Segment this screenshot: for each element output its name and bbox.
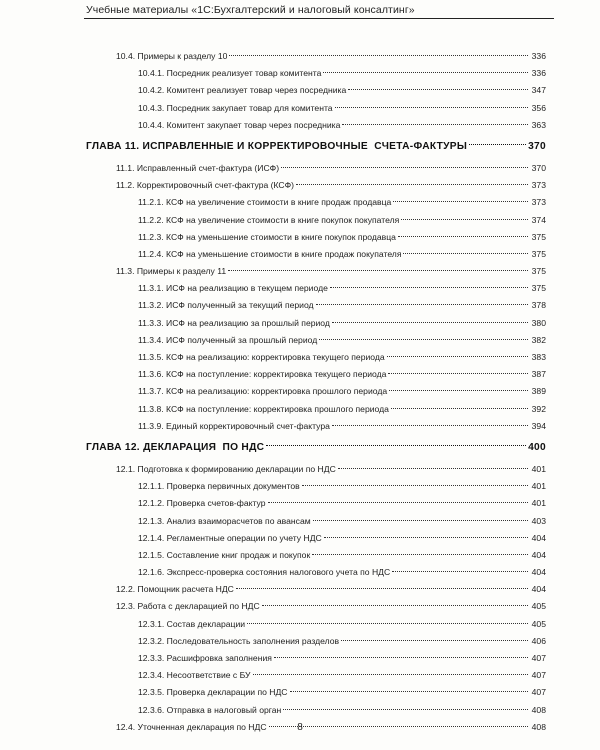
toc-page-number: 405 [531,601,546,612]
toc-entry [86,418,546,435]
toc-entry [86,229,546,246]
toc-entry-number: 11.2.2. [138,214,164,225]
toc-entry-title: Проверка счетов-фактур [166,498,266,509]
toc-entry [86,297,546,314]
toc-entry-number: 12.3.5. [138,687,165,698]
dot-leader [262,605,528,606]
toc-entry-number: ГЛАВА 11. [86,140,140,152]
toc-entry-number: 10.4.3. [138,102,165,113]
toc-entry [86,616,546,633]
toc-entry-title: Проверка декларации по НДС [166,687,288,698]
dot-leader [338,468,528,469]
toc-entry-label [138,702,281,719]
dot-leader [312,554,528,555]
toc-entry-number: 12.1.1. [138,481,165,492]
toc-entry-number: 11.3.8. [138,403,164,414]
toc-entry-number: 12.1.2. [138,498,165,509]
toc-entry-label [86,435,264,461]
toc-entry [86,564,546,581]
toc-entry [86,263,546,280]
toc-entry-number: 11.3.1. [138,283,164,294]
toc-entry-title: Последовательность заполнения разделов [166,635,340,646]
dot-leader [469,144,526,145]
toc-entry-number: 11.3.4. [138,334,164,345]
toc-entry-label [138,478,300,495]
dot-leader [332,425,528,426]
toc-entry-number: 11.3.3. [138,317,164,328]
toc-entry-label [86,134,467,160]
toc-entry-title: Отправка в налоговый орган [166,704,282,715]
toc-entry-title: Комитент закупает товар через посредника [166,119,341,130]
toc-entry-label [138,297,314,314]
toc-page-number: 373 [531,197,546,208]
toc-page-number: 375 [531,266,546,277]
toc-page-number: 408 [531,721,546,732]
dot-leader [247,623,528,624]
toc-entry-title: ИСФ полученный за текущий период [166,300,314,311]
toc-entry-label [138,513,311,530]
dot-leader [341,640,528,641]
toc-page-number: 383 [531,352,546,362]
toc-entry-number: 12.3.2. [138,635,165,646]
toc-entry-title: КСФ на поступление: корректировка прошлого периода [166,403,389,414]
toc-entry-title: ИСФ на реализацию за прошлый период [166,317,330,328]
toc-page-number: 336 [531,68,546,79]
toc-entry-label [138,684,288,701]
toc-entry-title: ИСФ полученный за прошлый период [166,334,318,345]
toc-entry-label [138,366,386,383]
toc-entry [86,684,546,701]
toc-entry-number: 11.2.1. [138,197,164,208]
toc-page-number: 401 [531,463,546,474]
toc-entry-title: КСФ на реализацию: корректировка прошлого периода [166,386,388,397]
toc-entry-label [138,383,387,400]
toc-entry-title: Состав декларации [166,618,246,629]
page-number: 8 [297,722,303,733]
toc-entry-number: 10.4.1. [138,68,165,79]
toc-entry-label [138,280,328,297]
dot-leader [342,124,528,125]
toc-page-number: 374 [531,214,546,225]
toc-entry-title: Регламентные операции по учету НДС [166,532,322,543]
toc-entry-label [138,495,266,512]
toc-entry-label [138,650,272,667]
toc-entry [86,82,546,99]
toc-entry-number: 10.4.2. [138,85,165,96]
toc-page-number: 407 [531,670,546,681]
toc-entry [86,160,546,177]
toc-entry [86,530,546,547]
toc-entry-title: Исправленный счет-фактура (ИСФ) [136,162,280,173]
dot-leader [290,691,528,692]
dot-leader [393,201,528,202]
toc-entry-label [138,100,333,117]
toc-entry-number: 12.1.6. [138,567,165,578]
toc-entry-title: Экспресс-проверка состояния налогового учета по НДС [166,567,391,578]
toc-entry [86,246,546,263]
toc-entry [86,100,546,117]
toc-entry-label [138,315,330,332]
toc-page-number: 336 [531,51,546,61]
toc-entry [86,366,546,383]
toc-entry-number: 10.4. [116,51,136,61]
dot-leader [268,502,529,503]
dot-leader [266,445,526,446]
toc-entry-title: ИСФ на реализацию в текущем периоде [166,283,328,294]
dot-leader [323,72,528,73]
toc-page-number: 375 [531,231,546,242]
toc-entry-label [116,461,336,478]
toc-page-number: 370 [528,140,546,152]
toc-entry [86,315,546,332]
toc-entry-label [138,616,245,633]
dot-leader [313,520,528,521]
toc-entry-number: 11.1. [116,162,135,173]
toc-entry [86,194,546,211]
toc-entry-title: Посредник реализует товар комитента [166,68,322,79]
table-of-contents [86,48,546,736]
toc-entry [86,581,546,598]
toc-page-number: 356 [531,102,546,113]
toc-chapter [86,435,546,461]
toc-entry [86,702,546,719]
dot-leader [253,674,528,675]
toc-page-number: 407 [531,687,546,698]
toc-entry-label [138,65,321,82]
toc-page-number: 375 [531,283,546,294]
toc-entry-title: Посредник закупает товар для комитента [166,102,333,113]
toc-page-number: 403 [531,515,546,526]
dot-leader [316,304,528,305]
toc-entry [86,401,546,418]
toc-entry [86,117,546,134]
toc-page-number: 404 [531,567,546,578]
toc-entry-title: Работа с декларацией по НДС [137,601,260,612]
toc-entry-title: Комитент реализует товар через посредника [166,85,347,96]
toc-entry-title: ИСПРАВЛЕННЫЕ И КОРРЕКТИРОВОЧНЫЕ СЧЕТА-ФАКТУРЫ [142,140,468,152]
dot-leader [335,107,528,108]
toc-entry-number: 12.4. [116,721,136,732]
toc-entry-label [138,246,401,263]
toc-page-number: 347 [531,85,546,96]
toc-page-number: 387 [531,369,546,380]
toc-entry-label [138,667,251,684]
toc-entry-label [138,332,317,349]
dot-leader [281,167,528,168]
toc-entry [86,633,546,650]
dot-leader [388,373,528,374]
dot-leader [348,89,528,90]
toc-entry [86,495,546,512]
toc-entry-label [138,212,399,229]
toc-entry-title: КСФ на уменьшение стоимости в книге продаж покупателя [166,248,402,259]
toc-entry-number: 12.3.3. [138,653,165,663]
running-header: Учебные материалы «1С:Бухгалтерский и налоговый консалтинг» [86,4,415,16]
toc-entry-number: 11.2.4. [138,248,164,259]
dot-leader [324,537,528,538]
toc-entry-number: 12.2. [116,584,136,595]
toc-entry-title: ДЕКЛАРАЦИЯ ПО НДС [143,441,265,453]
dot-leader [391,408,528,409]
toc-entry-number: 11.3.6. [138,369,164,380]
toc-entry-number: 11.3.2. [138,300,164,311]
toc-entry [86,65,546,82]
dot-leader [403,253,528,254]
toc-entry-label [116,177,294,194]
toc-entry [86,461,546,478]
toc-entry-number: 12.3.6. [138,704,165,715]
toc-entry-title: КСФ на уменьшение стоимости в книге покупок продавца [166,231,396,242]
toc-entry-title: Составление книг продаж и покупок [166,549,311,560]
dot-leader [236,588,528,589]
toc-entry-title: Примеры к разделу 10 [137,51,228,61]
toc-page-number: 378 [531,300,546,311]
toc-entry-title: Уточненная декларация по НДС [137,721,267,732]
toc-entry-label [116,263,226,280]
toc-entry-title: Подготовка к формированию декларации по НДС [137,463,336,474]
toc-page-number: 375 [531,248,546,259]
toc-entry-title: Корректировочный счет-фактура (КСФ) [136,180,295,191]
toc-entry-number: 12.1.5. [138,549,165,560]
dot-leader [296,184,528,185]
dot-leader [302,485,528,486]
toc-entry-label [138,418,330,435]
toc-page-number: 405 [531,618,546,629]
toc-entry-number: 10.4.4. [138,119,165,130]
dot-leader [398,236,528,237]
toc-entry-label [138,349,385,366]
toc-entry [86,598,546,615]
toc-entry-label [116,160,279,177]
toc-page-number: 406 [531,635,546,646]
toc-entry-title: КСФ на увеличение стоимости в книге продаж продавца [166,197,392,208]
dot-leader [389,390,528,391]
toc-entry [86,650,546,667]
toc-entry-number: 11.3. [116,266,135,277]
toc-entry-label [116,598,260,615]
toc-page-number: 370 [531,162,546,173]
toc-entry-number: 11.3.9. [138,420,164,431]
dot-leader [330,287,528,288]
toc-page-number: 389 [531,386,546,397]
toc-entry-title: КСФ на поступление: корректировка текущего периода [166,369,387,380]
dot-leader [332,322,528,323]
toc-entry-title: Анализ взаиморасчетов по авансам [166,515,311,526]
toc-entry-title: Примеры к разделу 11 [136,266,227,277]
toc-page-number: 408 [531,704,546,715]
toc-entry-title: Расшифровка заполнения [166,653,272,663]
toc-entry-title: Несоответствие с БУ [166,670,251,681]
toc-entry-number: 12.3.1. [138,618,165,629]
toc-entry-number: 11.3.5. [138,352,164,362]
dot-leader [229,55,528,56]
toc-entry [86,513,546,530]
dot-leader [319,339,528,340]
toc-entry-label [138,564,390,581]
toc-entry [86,383,546,400]
toc-entry-number: 11.2. [116,180,135,191]
toc-entry-label [138,530,322,547]
toc-entry-label [138,194,391,211]
toc-entry-number: 12.1.4. [138,532,165,543]
toc-entry-title: Единый корректировочный счет-фактура [166,420,330,431]
toc-page-number: 392 [531,403,546,414]
toc-entry [86,212,546,229]
toc-entry-number: 12.3. [116,601,136,612]
toc-entry-label [138,229,396,246]
toc-entry-number: 12.1.3. [138,515,165,526]
dot-leader [283,709,528,710]
toc-page-number: 400 [528,441,546,453]
toc-page-number: 380 [531,317,546,328]
toc-entry-title: Проверка первичных документов [166,481,300,492]
toc-entry [86,332,546,349]
toc-entry-label [138,117,340,134]
dot-leader [274,657,528,658]
toc-entry-number: 12.1. [116,463,136,474]
dot-leader [401,219,528,220]
toc-page-number: 404 [531,584,546,595]
toc-page-number: 404 [531,549,546,560]
toc-entry [86,547,546,564]
toc-page-number: 363 [531,119,546,130]
dot-leader [228,270,528,271]
toc-entry [86,280,546,297]
toc-entry [86,667,546,684]
toc-entry-label [138,547,310,564]
toc-entry-number: 11.2.3. [138,231,164,242]
toc-page-number: 382 [531,334,546,345]
toc-page-number: 407 [531,653,546,663]
toc-page-number: 394 [531,420,546,431]
toc-entry-label [116,48,227,65]
toc-entry-number: ГЛАВА 12. [86,441,140,453]
toc-chapter [86,134,546,160]
toc-entry-label [138,633,339,650]
toc-entry [86,349,546,366]
toc-entry-title: КСФ на увеличение стоимости в книге покупок покупателя [166,214,400,225]
toc-entry-label [138,401,389,418]
toc-entry-label [138,82,346,99]
toc-entry-number: 12.3.4. [138,670,165,681]
dot-leader [387,356,528,357]
toc-entry [86,48,546,65]
dot-leader [392,571,528,572]
toc-page-number: 401 [531,481,546,492]
toc-page-number: 401 [531,498,546,509]
toc-entry-title: КСФ на реализацию: корректировка текущего периода [166,352,385,362]
toc-entry [86,177,546,194]
toc-entry-number: 11.3.7. [138,386,164,397]
toc-page-number: 373 [531,180,546,191]
toc-entry [86,478,546,495]
header-rule [84,18,554,19]
toc-page-number: 404 [531,532,546,543]
toc-entry-label [116,581,234,598]
toc-entry-title: Помощник расчета НДС [137,584,234,595]
